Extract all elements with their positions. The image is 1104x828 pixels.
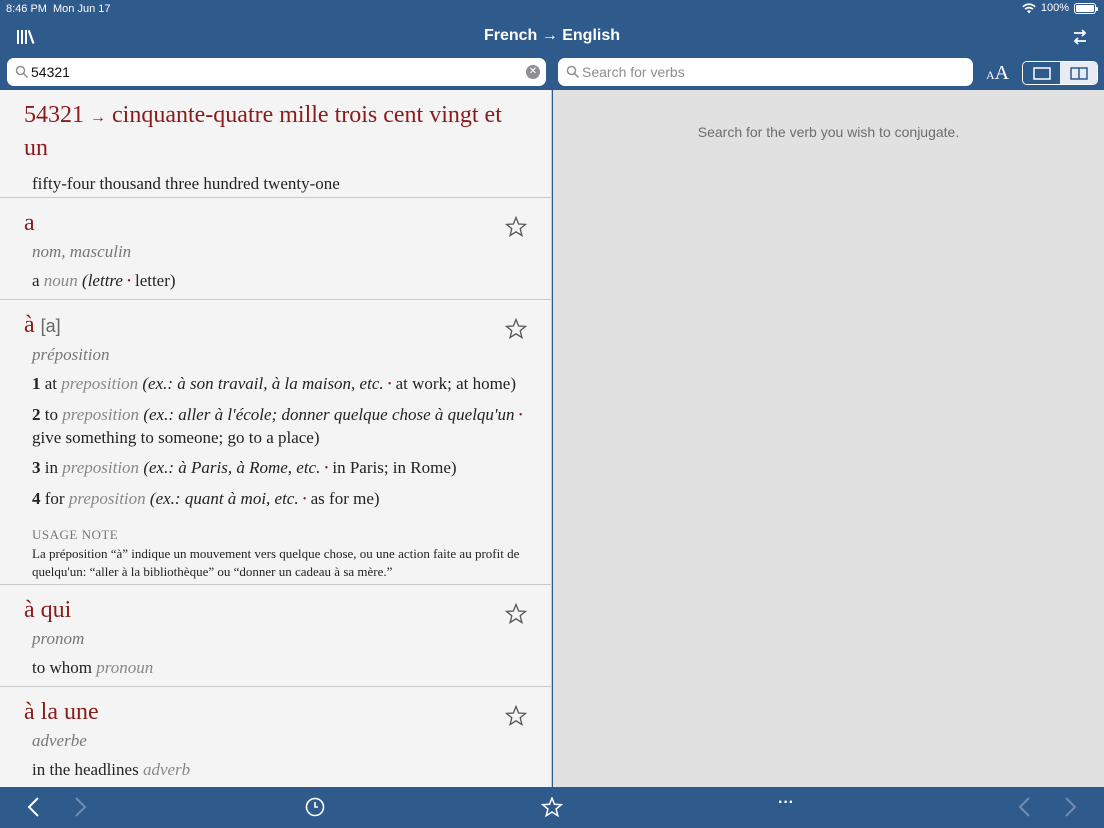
sense-pos: pronoun [96, 658, 154, 677]
search-icon [15, 65, 29, 79]
sense-translation: as for me) [310, 489, 380, 509]
list-item[interactable] [0, 585, 551, 687]
entry-headword: à la une [24, 699, 99, 725]
entry-sense [32, 404, 527, 449]
status-time: 8:46 PM [6, 3, 47, 15]
sense-example: (ex.: aller à l'école; donner quelque chose à quelqu'un [143, 405, 515, 425]
layout-toggle [1022, 61, 1098, 85]
sense-translation: at work; at home) [395, 374, 517, 393]
battery-icon [1074, 3, 1096, 14]
sense-text: in [44, 458, 58, 478]
sense-pos: adverb [142, 760, 191, 779]
sense-text: for [44, 489, 65, 509]
more-options-icon[interactable]: ··· [778, 794, 794, 811]
next-entry-icon[interactable] [1062, 797, 1078, 817]
favorites-star-icon[interactable] [541, 797, 563, 817]
bullet-icon: • [302, 494, 307, 506]
entry-pos: préposition [32, 345, 110, 364]
entry-pos: adverbe [32, 731, 87, 750]
sense-example: (ex.: à Paris, à Rome, etc. [143, 458, 321, 478]
list-item[interactable] [0, 687, 551, 787]
entry-sense [32, 657, 527, 679]
sense-number: 1 [32, 374, 41, 393]
verb-search-input[interactable] [582, 62, 962, 82]
word-search-box [7, 58, 546, 86]
sense-text: in the headlines [32, 760, 139, 779]
status-date: Mon Jun 17 [53, 3, 111, 15]
headword-text: à [24, 312, 35, 338]
favorite-star-icon[interactable] [505, 705, 527, 727]
sense-text: at [44, 374, 58, 393]
bottom-toolbar [0, 787, 1104, 828]
entry-pos: pronom [32, 629, 85, 648]
entry-headword [24, 310, 527, 341]
sense-pos: noun [43, 271, 78, 290]
status-bar [0, 0, 1104, 18]
entry-headword: à qui [24, 597, 72, 623]
sense-number: 4 [32, 489, 41, 509]
usage-note-title: USAGE NOTE [32, 527, 119, 543]
status-right [1022, 2, 1096, 14]
sense-pos: preposition [62, 405, 140, 425]
history-clock-icon[interactable] [305, 797, 325, 817]
sense-text: to whom [32, 658, 92, 677]
bullet-icon: • [387, 379, 392, 391]
entry-sense [32, 488, 527, 511]
list-item[interactable] [0, 198, 551, 300]
bullet-icon: • [127, 276, 131, 288]
entry-headword [24, 100, 527, 163]
usage-note-text: La préposition “à” indique un mouvement vers quelque chose, ou une action faite au profit de quelqu'un: “aller à la bibliothèque” ou “donner un cadeau à sa mère.” [32, 546, 520, 580]
sense-number: 3 [32, 458, 41, 478]
entry-gloss: fifty-four thousand three hundred twenty-one [32, 174, 340, 193]
entry-sense [32, 373, 527, 396]
battery-percent: 100% [1040, 2, 1069, 14]
favorite-star-icon[interactable] [505, 216, 527, 238]
entry-sense [32, 759, 527, 781]
wifi-icon [1022, 3, 1036, 14]
sense-text: to [44, 405, 58, 425]
forward-icon[interactable] [72, 797, 88, 817]
sense-number: 2 [32, 405, 41, 425]
back-icon[interactable] [26, 797, 42, 817]
swap-languages-icon[interactable] [1070, 28, 1090, 46]
entry-sense [32, 457, 527, 480]
entry-headword: a [24, 210, 35, 236]
list-item[interactable] [0, 90, 551, 198]
sense-pos: preposition [61, 374, 139, 393]
conjugation-hint: Search for the verb you wish to conjugate. [697, 124, 960, 140]
split-pane-icon [1070, 67, 1088, 80]
word-search-input[interactable] [31, 62, 511, 82]
conjugation-panel [553, 90, 1104, 787]
sense-example: (ex.: à son travail, à la maison, etc. [142, 374, 384, 393]
sense-translation: letter) [134, 271, 176, 290]
pronunciation: [a] [40, 316, 61, 336]
split-pane-button[interactable] [1060, 62, 1097, 84]
headword-spelled: cinquante-quatre mille trois cent vingt et un [24, 102, 502, 161]
favorite-star-icon[interactable] [505, 318, 527, 340]
results-list [0, 90, 552, 787]
arrow-icon: → [90, 109, 106, 126]
sense-example: (lettre [82, 271, 123, 290]
font-size-icon[interactable]: AA [986, 62, 1010, 84]
page-title: French → English [483, 27, 620, 44]
headword-number: 54321 [24, 102, 84, 128]
sense-translation: in Paris; in Rome) [332, 458, 457, 478]
bullet-icon: • [518, 410, 523, 422]
clear-search-icon[interactable]: ✕ [526, 65, 540, 79]
entry-pos: nom, masculin [32, 242, 132, 261]
list-item[interactable] [0, 300, 551, 585]
previous-entry-icon[interactable] [1017, 797, 1033, 817]
entry-sense [32, 270, 527, 293]
single-pane-icon [1033, 67, 1051, 80]
favorite-star-icon[interactable] [505, 603, 527, 625]
sense-text: a [32, 271, 40, 290]
search-row [0, 56, 1104, 90]
verb-search-box [558, 58, 973, 86]
single-pane-button[interactable] [1023, 62, 1060, 84]
sense-pos: preposition [68, 489, 146, 509]
sense-pos: preposition [62, 458, 140, 478]
sense-example: (ex.: quant à moi, etc. [149, 489, 299, 509]
search-icon [566, 65, 580, 79]
nav-bar [0, 18, 1104, 56]
sense-translation: give something to someone; go to a place) [32, 428, 320, 448]
bullet-icon: • [324, 463, 329, 475]
